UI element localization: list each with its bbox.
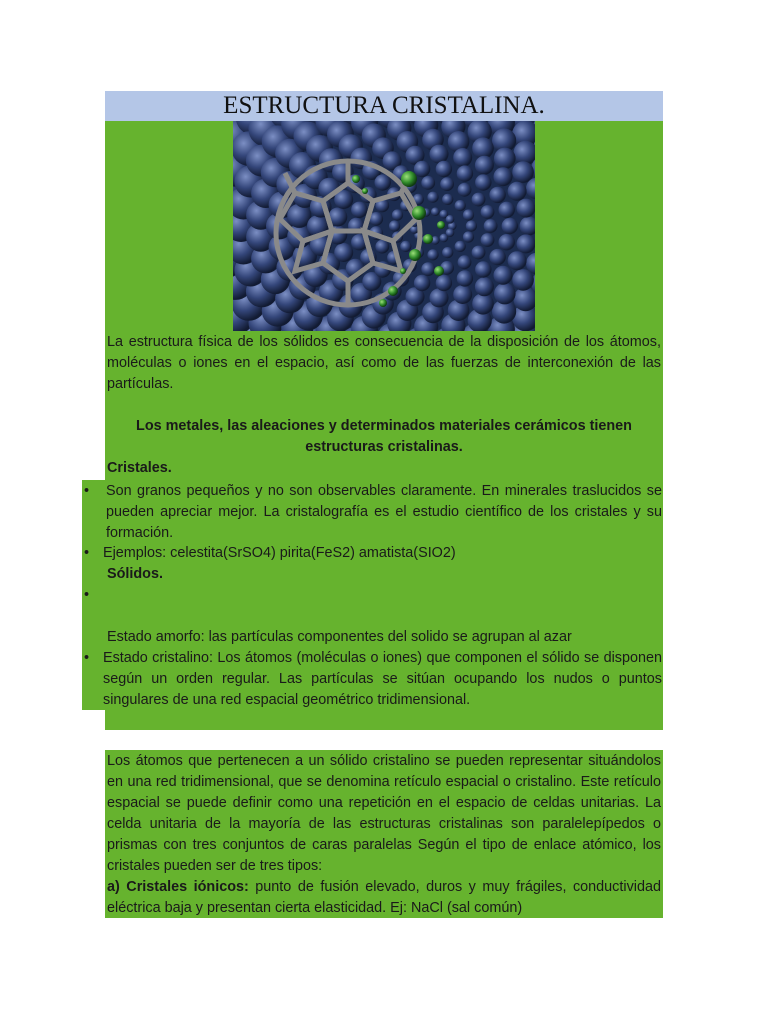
lattice-sphere [431,207,440,216]
green-atom [423,234,433,244]
lattice-sphere [475,156,494,175]
lattice-sphere [494,266,513,285]
lattice-sphere [455,200,466,211]
lattice-sphere [455,241,466,252]
lattice-sphere [427,192,438,203]
lattice-sphere [334,243,353,262]
cristales-description: Son granos pequeños y no son observables claramente. En minerales traslucidos se pueden apreciar mejor. La cristalografía es el estudio científico de los cristales y su formación. [106,483,662,541]
lattice-sphere [442,247,453,258]
lattice-sphere [414,275,430,291]
bullet-icon: • [84,483,90,499]
lattice-sphere [499,234,515,250]
lattice-sphere [512,269,534,291]
cristales-heading: Cristales. [107,460,172,476]
ionicos-text: punto de fusión elevado, duros y muy frágiles, conductividad eléctrica baja y presentan cierta elasticidad. Ej: NaCl (sal común) [107,879,661,916]
lattice-sphere [400,241,411,252]
lattice-sphere [508,182,527,201]
intro-paragraph: La estructura física de los sólidos es consecuencia de la disposición de los átomos, moléculas o iones en el espacio, así como de las fuerzas de interconexión de las partículas. [107,334,661,392]
lattice-sphere [453,285,472,304]
lattice-sphere [463,231,474,242]
lattice-sphere [484,219,498,233]
green-atom [352,175,360,183]
bullet-icon: • [84,650,90,666]
green-atom [379,299,387,307]
lattice-sphere [508,251,527,270]
lattice-sphere [375,174,391,190]
green-atom [400,268,406,274]
lattice-sphere [457,165,473,181]
lattice-sphere [351,202,367,218]
lattice-sphere [389,220,400,231]
lattice-sphere [458,255,472,269]
lattice-sphere [414,161,430,177]
lattice-sphere [436,275,452,291]
lattice-sphere [430,288,449,307]
second-panel-text [107,751,661,919]
list-item [84,481,662,544]
green-atom [388,286,398,296]
lattice-sphere [489,187,505,203]
lattice-sphere [458,183,472,197]
lattice-sphere [446,215,455,224]
ionicos-label: a) Cristales iónicos: [107,879,249,895]
lattice-sphere [472,293,494,315]
estado-cristalino: Estado cristalino: Los átomos (moléculas o iones) que componen el sólido se disponen según un orden regular. Las partículas se sitúan ocupando los nudos o puntos singulares de una red espacial geométrico tridimensional. [103,650,662,708]
lattice-sphere [475,174,491,190]
green-atom [362,188,368,194]
fullerene-crystal-image [233,121,535,331]
lattice-sphere [392,209,403,220]
lattice-sphere [427,249,438,260]
highlight-statement: Los metales, las aleaciones y determinados materiales cerámicos tienen estructuras cristalinas. [136,418,632,455]
lattice-sphere [440,177,454,191]
lattice-sphere [481,233,495,247]
list-item [84,543,662,564]
lattice-sphere [472,193,486,207]
lattice-sphere [466,220,477,231]
lattice-sphere [517,234,536,253]
lattice-sphere [436,161,452,177]
reticulo-paragraph: Los átomos que pertenecen a un sólido cristalino se pueden representar situándolos en una red tridimensional, que se denomina retículo espacial o cristalino. Este retículo espacial se puede definir como una repetición en el espacio de celdas unitarias. La celda unitaria de la mayoría de las estructuras cristalinas son paralelepípedos o prismas con tres conjuntos de caras paralelas Según el tipo de enlace atómico, los cristales pueden ser de tres tipos: [107,753,661,874]
lattice-sphere [472,246,486,260]
lattice-sphere [494,283,516,305]
lattice-sphere [440,234,449,243]
lattice-sphere [494,167,513,186]
document-title: ESTRUCTURA CRISTALINA. [105,91,663,121]
cristales-examples: Ejemplos: celestita(SrSO4) pirita(FeS2) amatista(SIO2) [103,545,456,561]
bullet-icon: • [84,545,90,561]
lattice-sphere [472,137,494,159]
lattice-sphere [442,194,453,205]
lattice-sphere [453,148,472,167]
green-atom [412,206,426,220]
lattice-sphere [421,262,435,276]
lattice-sphere [494,148,516,170]
green-atom [409,249,421,261]
lattice-sphere [481,205,495,219]
green-atom [401,171,417,187]
lattice-sphere [502,218,518,234]
lattice-sphere [499,202,515,218]
lattice-sphere [421,176,435,190]
lattice-sphere [475,277,494,296]
lattice-sphere [475,261,491,277]
green-atom [437,221,445,229]
lattice-sphere [430,145,449,164]
lattice-sphere [457,270,473,286]
green-atom [434,266,444,276]
solidos-heading: Sólidos. [107,566,163,582]
list-item [84,648,662,711]
lattice-sphere [463,209,474,220]
lattice-sphere [375,240,389,254]
estado-amorfo: Estado amorfo: las partículas componentes del solido se agrupan al azar [107,629,572,645]
lattice-sphere [517,199,536,218]
lattice-sphere [489,249,505,265]
bullet-icon: • [84,587,90,603]
